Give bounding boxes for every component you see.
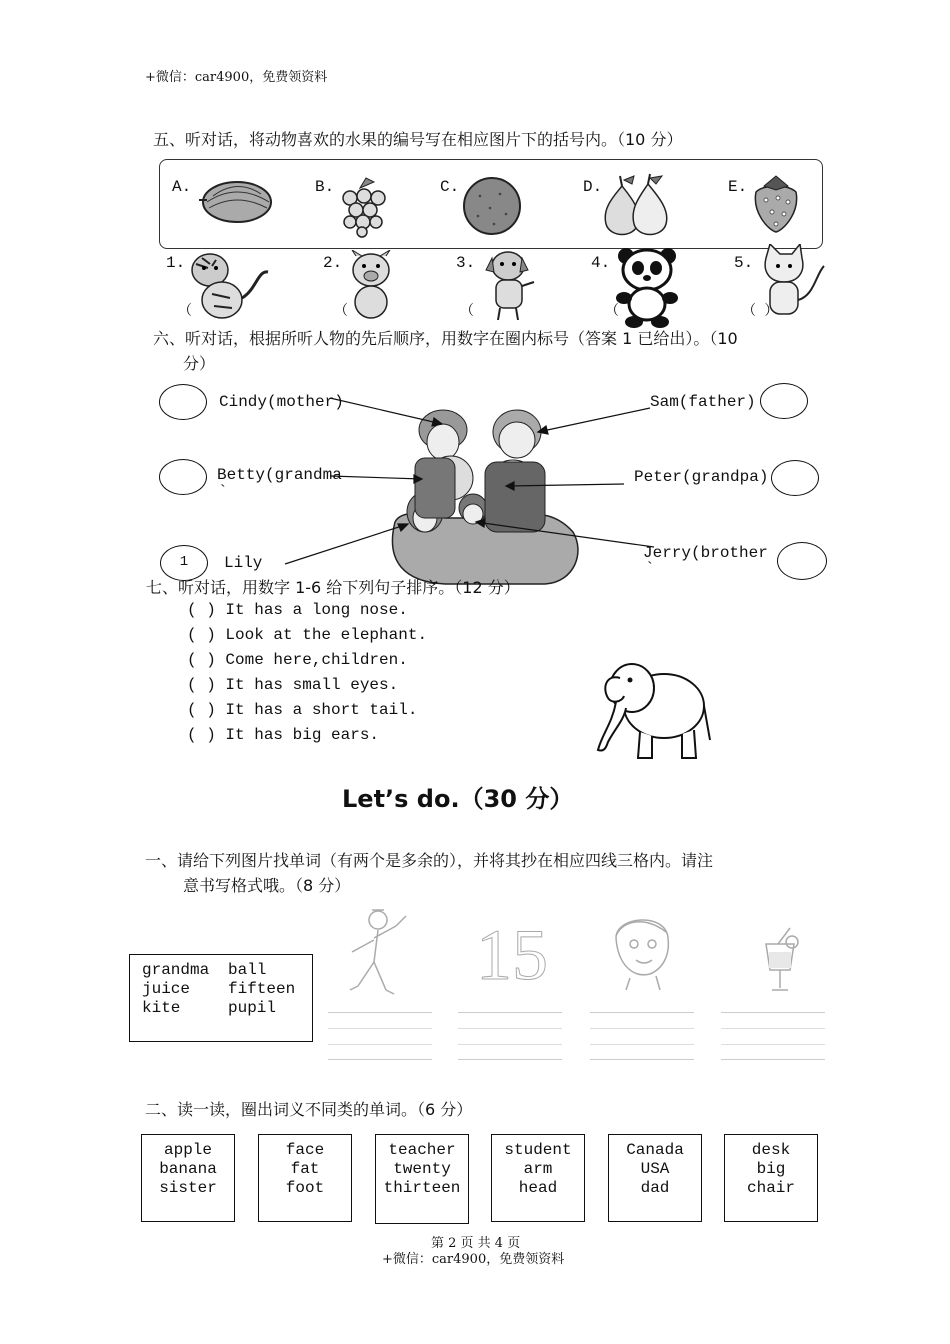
writing-lines[interactable] [721, 1012, 825, 1060]
page-info: 第 2 页 共 4 页 [431, 1236, 521, 1251]
group-word[interactable]: Canada [626, 1141, 684, 1159]
word-bank [129, 954, 313, 1042]
animal-3-num: 3. [456, 254, 476, 272]
fruit-a-letter: A. [172, 178, 192, 196]
sentence-1: ( ) It has a long nose. [187, 601, 408, 619]
word-bank-word: juice [142, 980, 191, 998]
section6-title-cont: 分） [183, 354, 216, 373]
watermark-bottom: +微信：car4900，免费领资料 [382, 1252, 565, 1267]
word-bank-word: kite [142, 999, 181, 1017]
animal-5-num: 5. [734, 254, 754, 272]
group-word[interactable]: fat [290, 1160, 320, 1178]
label-sam: Sam(father) [650, 393, 756, 411]
group-word[interactable]: chair [746, 1179, 795, 1197]
number-15: 15 [476, 915, 548, 995]
section6-title: 六、听对话，根据所听人物的先后顺序，用数字在圈内标号（答案 1 已给出）。（10 [153, 329, 738, 348]
fruit-b-letter: B. [315, 178, 335, 196]
fruit-e-letter: E. [728, 178, 748, 196]
sentence-6: ( ) It has big ears. [187, 726, 380, 744]
word-group-1[interactable] [141, 1134, 235, 1222]
writing-lines[interactable] [458, 1012, 562, 1060]
answer-circle-lily[interactable]: 1 [160, 545, 208, 581]
word-group-4[interactable] [491, 1134, 585, 1222]
answer-circle-betty[interactable] [159, 459, 207, 495]
writing-lines[interactable] [590, 1012, 694, 1060]
watermark-top: +微信：car4900，免费领资料 [145, 70, 328, 85]
animal-2-num: 2. [323, 254, 343, 272]
group-word[interactable]: thirteen [383, 1179, 461, 1197]
animal-3-paren: （ [460, 304, 474, 320]
tick-jerry: ` [645, 560, 655, 578]
word-bank-word: ball [228, 961, 267, 979]
group-word[interactable]: desk [751, 1141, 791, 1159]
lets-do-title: Let’s do.（30 分） [342, 785, 574, 813]
animal-2-paren: （ [334, 304, 348, 320]
group-word[interactable]: apple [163, 1141, 212, 1159]
animal-4-paren: （ [605, 304, 619, 320]
group-word[interactable]: dad [640, 1179, 670, 1197]
group-word[interactable]: head [518, 1179, 558, 1197]
juice-glass-icon [760, 924, 800, 994]
sentence-4: ( ) It has small eyes. [187, 676, 399, 694]
sentence-3: ( ) Come here,children. [187, 651, 408, 669]
group-word[interactable]: arm [523, 1160, 553, 1178]
label-cindy: Cindy(mother) [219, 393, 344, 411]
elephant-icon [592, 654, 714, 764]
animal-1-paren: （ [178, 304, 192, 320]
fruit-d-letter: D. [583, 178, 603, 196]
word-bank-word: fifteen [228, 980, 296, 998]
answer-circle-sam[interactable] [760, 383, 808, 419]
part1-title-cont: 意书写格式哦。（8 分） [183, 876, 351, 895]
answer-circle-peter[interactable] [771, 460, 819, 496]
label-lily: Lily [224, 554, 263, 572]
tick-betty: ` [218, 483, 228, 501]
section5-title: 五、听对话，将动物喜欢的水果的编号写在相应图片下的括号内。（10 分） [153, 130, 683, 149]
group-word[interactable]: foot [285, 1179, 325, 1197]
sentence-5: ( ) It has a short tail. [187, 701, 418, 719]
group-word[interactable]: banana [159, 1160, 217, 1178]
animal-1-num: 1. [166, 254, 186, 272]
part1-title: 一、请给下列图片找单词（有两个是多余的），并将其抄在相应四线三格内。请注 [145, 851, 714, 870]
word-group-3[interactable] [375, 1134, 469, 1224]
writing-lines[interactable] [328, 1012, 432, 1060]
kite-boy-icon [336, 906, 416, 998]
fruit-c-letter: C. [440, 178, 460, 196]
group-word[interactable]: sister [159, 1179, 217, 1197]
part2-title: 二、读一读，圈出词义不同类的单词。（6 分） [145, 1100, 473, 1119]
answer-circle-cindy[interactable] [159, 384, 207, 420]
grandma-face-icon [606, 908, 678, 992]
label-betty: Betty(grandma [217, 466, 342, 484]
group-word[interactable]: big [756, 1160, 786, 1178]
group-word[interactable]: USA [640, 1160, 670, 1178]
label-peter: Peter(grandpa) [634, 468, 769, 486]
label-jerry: Jerry(brother [643, 544, 768, 562]
word-group-2[interactable] [258, 1134, 352, 1222]
group-word[interactable]: teacher [388, 1141, 456, 1159]
group-word[interactable]: face [285, 1141, 325, 1159]
word-group-6[interactable] [724, 1134, 818, 1222]
group-word[interactable]: twenty [393, 1160, 451, 1178]
group-word[interactable]: student [504, 1141, 572, 1159]
sentence-2: ( ) Look at the elephant. [187, 626, 428, 644]
animal-5-paren: （ ） [742, 304, 779, 320]
word-bank-word: grandma [142, 961, 210, 979]
answer-circle-jerry[interactable] [777, 542, 827, 580]
word-bank-word: pupil [228, 999, 277, 1017]
word-group-5[interactable] [608, 1134, 702, 1222]
animal-4-num: 4. [591, 254, 611, 272]
section7-title: 七、听对话，用数字 1-6 给下列句子排序。（12 分） [146, 578, 520, 597]
